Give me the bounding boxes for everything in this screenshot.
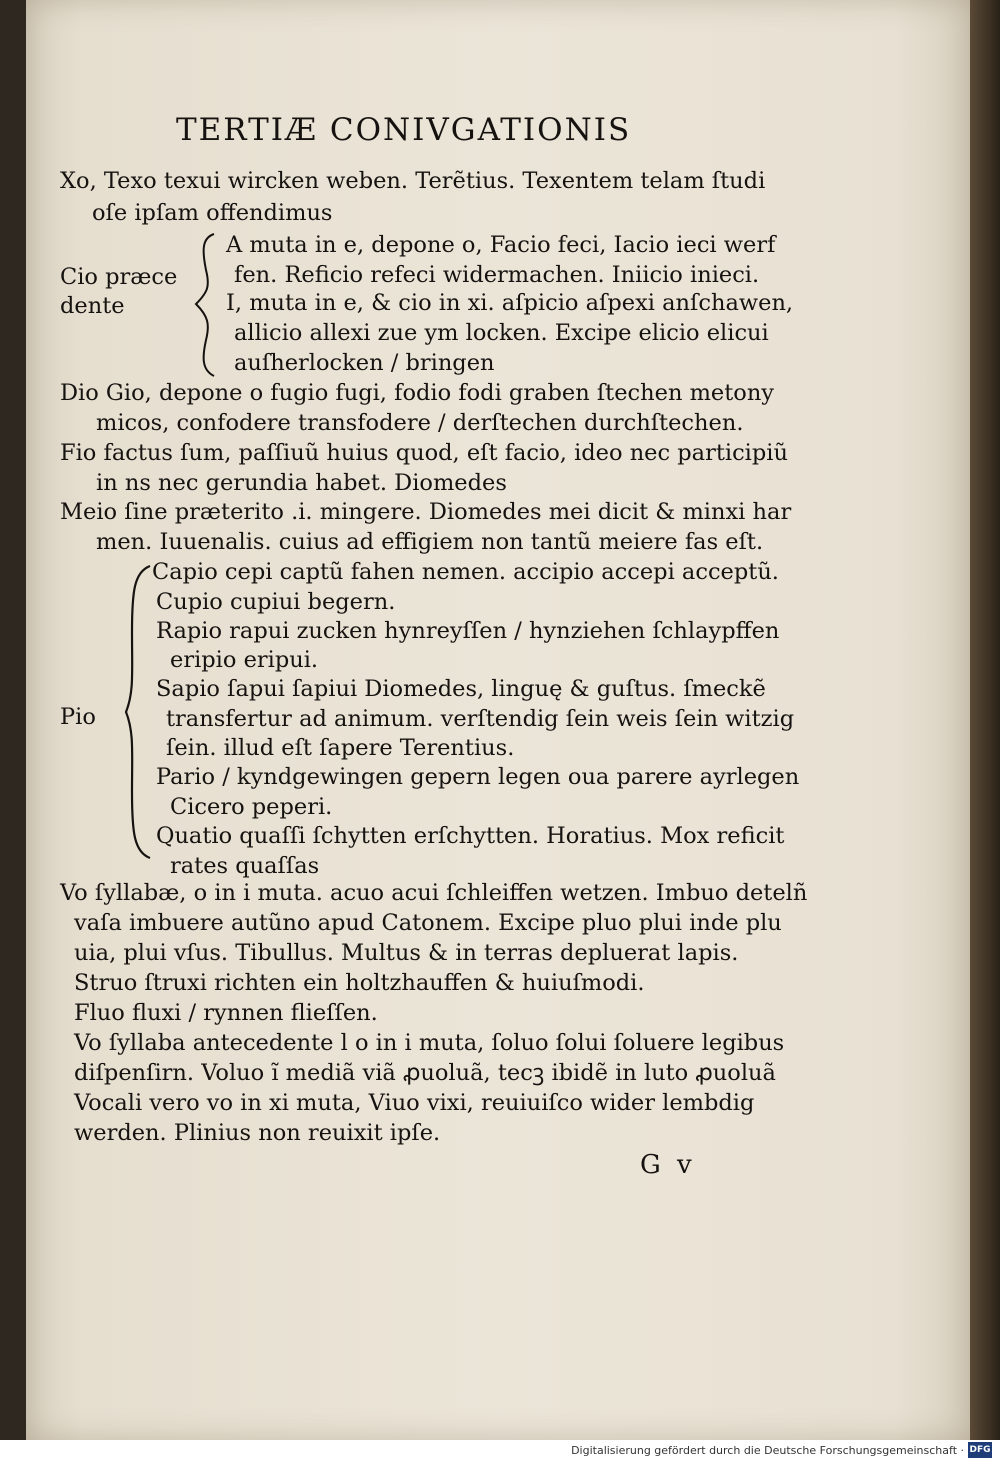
text-line: Cicero peperi. (170, 794, 333, 820)
brace-icon (116, 562, 156, 862)
dfg-logo-icon: DFG (968, 1442, 992, 1458)
text-line: Vocali vero vo in xi muta, Viuo vixi, reuiuiſco wider lembdig (74, 1090, 755, 1116)
text-line: Xo, Texo texui wircken weben. Terẽtius. Texentem telam ſtudi (60, 168, 766, 194)
footer-credit: Digitalisierung gefördert durch die Deutsche Forschungsgemeinschaft · (571, 1444, 964, 1457)
text-line: transfertur ad animum. verſtendig ſein weis ſein witzig (166, 706, 795, 732)
text-line: micos, confodere transfodere / derſtechen durchſtechen. (96, 410, 744, 436)
text-line: Cupio cupiui begern. (156, 589, 396, 615)
margin-label-pio: Pio (60, 704, 96, 730)
text-line: rates quaſſas (170, 853, 320, 879)
text-line: Vo ſyllabæ, o in i muta. acuo acui ſchleiffen wetzen. Imbuo detelñ (60, 880, 808, 906)
text-line: auſherlocken / bringen (234, 350, 495, 376)
text-line: werden. Plinius non reuixit ipſe. (74, 1120, 441, 1146)
text-line: uia, plui vſus. Tibullus. Multus & in terras depluerat lapis. (74, 940, 739, 966)
text-line: Dio Gio, depone o fugio fugi, fodio fodi graben ſtechen metony (60, 380, 775, 406)
text-line: men. Iuuenalis. cuius ad effigiem non tantũ meiere fas eſt. (96, 529, 764, 555)
text-line: allicio allexi zue ym locken. Excipe elicio elicui (234, 320, 769, 346)
text-line: vaſa imbuere autũno apud Catonem. Excipe pluo plui inde plu (74, 910, 782, 936)
text-line: in ns nec gerundia habet. Diomedes (96, 470, 507, 496)
text-line: oſe ipſam offendimus (92, 200, 333, 226)
text-line: ſein. illud eſt ſapere Terentius. (166, 735, 515, 761)
text-line: fen. Reficio refeci widermachen. Iniicio inieci. (234, 262, 760, 288)
text-line: Quatio quaſſi ſchytten erſchytten. Horatius. Mox reficit (156, 823, 785, 849)
text-line: Rapio rapui zucken hynreyſſen / hynziehen ſchlaypffen (156, 618, 780, 644)
text-line: Vo ſyllaba antecedente l o in i muta, ſoluo ſolui ſoluere legibus (74, 1030, 785, 1056)
text-line: Capio cepi captũ fahen nemen. accipio accepi acceptũ. (152, 559, 779, 585)
book-spine-edge (970, 0, 1000, 1440)
margin-label-cio-cont: dente (60, 293, 125, 319)
text-line: diſpenſirn. Voluo ĩ mediã viã ꝓuoluã, tecꝫ ibidẽ in luto ꝓuoluã (74, 1060, 776, 1086)
running-head: TERTIÆ CONIVGATIONIS (176, 112, 632, 148)
text-line: A muta in e, depone o, Facio feci, Iacio ieci werf (226, 232, 776, 258)
text-line: Meio ſine præterito .i. mingere. Diomedes mei dicit & minxi har (60, 499, 792, 525)
text-line: Pario / kyndgewingen gepern legen oua parere ayrlegen (156, 764, 800, 790)
text-line: Fio factus ſum, paſſiuũ huius quod, eſt facio, ideo nec participiũ (60, 440, 788, 466)
text-line: Fluo fluxi / rynnen flieſſen. (74, 1000, 378, 1026)
margin-label-cio: Cio præce (60, 264, 178, 290)
text-line: eripio eripui. (170, 647, 319, 673)
brace-icon (188, 230, 224, 380)
signature-mark: G v (640, 1150, 696, 1180)
text-line: Sapio ſapui ſapiui Diomedes, linguę & guſtus. ſmeckẽ (156, 676, 766, 702)
text-line: Struo ſtruxi richten ein holtzhauffen & huiuſmodi. (74, 970, 645, 996)
text-line: I, muta in e, & cio in xi. aſpicio aſpexi anſchawen, (226, 290, 794, 316)
